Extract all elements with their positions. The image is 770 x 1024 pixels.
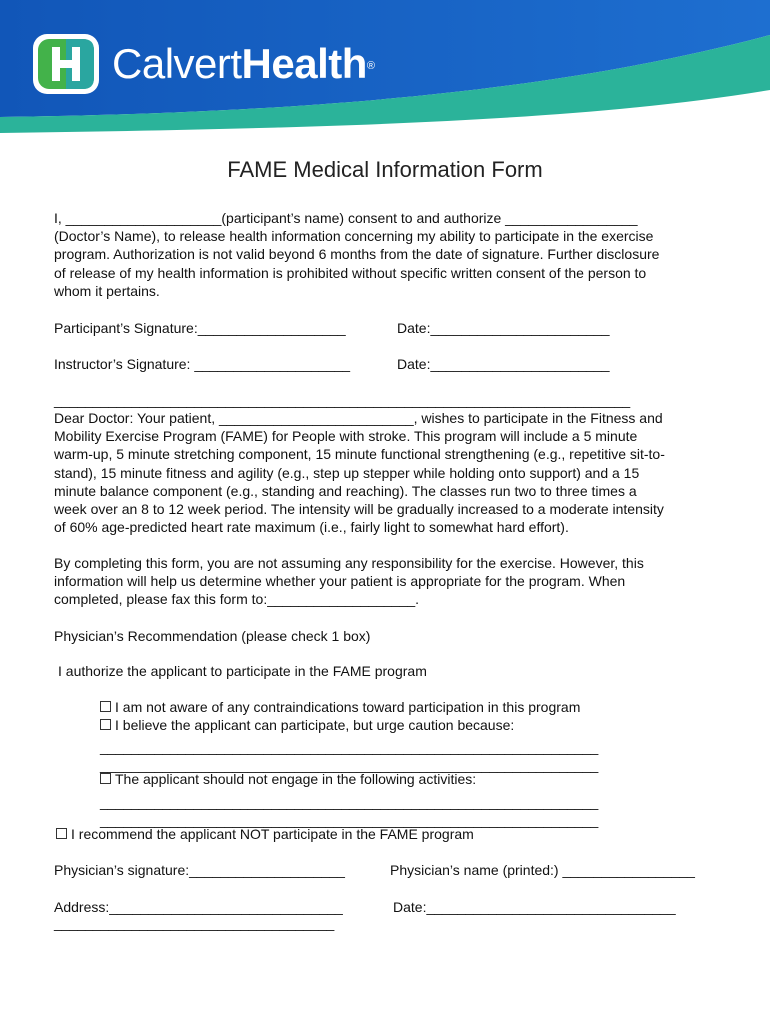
- form-title: FAME Medical Information Form: [227, 157, 543, 182]
- instructor-date-field[interactable]: Date:_______________________: [397, 356, 610, 372]
- option-no-contraindications[interactable]: [100, 698, 580, 716]
- calverthealth-logo-icon: [33, 34, 99, 94]
- instructor-signature-field[interactable]: Instructor’s Signature: ____________________: [54, 356, 351, 372]
- option-label: I am not aware of any contraindications toward participation in this program: [115, 699, 581, 715]
- consent-line: whom it pertains.: [54, 282, 160, 299]
- authorize-text: I authorize the applicant to participate in the FAME program: [58, 663, 427, 679]
- recommendation-heading: Physician’s Recommendation (please check 1 box): [54, 628, 371, 644]
- responsibility-line: By completing this form, you are not assuming any responsibility for the exercise. However, this: [54, 555, 644, 571]
- caution-reason-line[interactable]: ________________________________________________________________: [100, 739, 599, 755]
- consent-line: program. Authorization is not valid beyond 6 months from the date of signature. Further disclosure: [54, 246, 660, 263]
- option-not-participate[interactable]: [56, 825, 474, 843]
- physician-name-field[interactable]: Physician’s name (printed:) _________________: [390, 862, 695, 878]
- participant-signature-field[interactable]: Participant’s Signature:___________________: [54, 320, 346, 336]
- doctor-line: week over an 8 to 12 week period. The intensity will be gradually increased to a moderate intensity: [54, 501, 664, 518]
- checkbox-icon[interactable]: [100, 719, 111, 730]
- doctor-line: of 60% age-predicted heart rate maximum (i.e., fairly light to somewhat hard effort).: [54, 519, 569, 536]
- doctor-line: minute balance component (e.g., standing and reaching). The classes run two to three times a: [54, 482, 637, 499]
- checkbox-icon[interactable]: [100, 701, 111, 712]
- consent-line: (Doctor’s Name), to release health information concerning my ability to participate in the exercise: [54, 228, 654, 245]
- doctor-line: stand), 15 minute fitness and agility (e.g., step up stepper while holding onto support) and a 15: [54, 464, 640, 481]
- responsibility-line: completed, please fax this form to:___________________.: [54, 591, 420, 608]
- address-line-2[interactable]: ____________________________________: [54, 915, 335, 931]
- responsibility-line: information will help us determine whether your patient is appropriate for the program. When: [54, 573, 626, 590]
- header-banner: [0, 0, 770, 135]
- brand-wordmark: [112, 40, 375, 88]
- doctor-paragraph: [54, 409, 665, 536]
- option-label: I believe the applicant can participate, but urge caution because:: [115, 717, 515, 733]
- doctor-line: Dear Doctor: Your patient, _________________________, wishes to participate in the Fitness and: [54, 410, 663, 426]
- physician-signature-field[interactable]: Physician’s signature:____________________: [54, 862, 345, 878]
- caution-reason-line[interactable]: ________________________________________________________________: [100, 757, 599, 773]
- consent-paragraph: [54, 209, 659, 300]
- option-label: I recommend the applicant NOT participate in the FAME program: [71, 826, 474, 842]
- registered-mark: ®: [366, 60, 375, 72]
- participant-date-field[interactable]: Date:_______________________: [397, 320, 610, 336]
- checkbox-icon[interactable]: [100, 773, 111, 784]
- doctor-line: warm-up, 5 minute stretching component, 15 minute functional strengthening (e.g., repetitive sit-to-: [54, 446, 665, 463]
- doctor-line: Mobility Exercise Program (FAME) for People with stroke. This program will include a 5 minute: [54, 428, 638, 445]
- option-urge-caution[interactable]: [100, 716, 514, 734]
- consent-line: I, ____________________(participant’s name) consent to and authorize _________________: [54, 210, 638, 226]
- checkbox-icon[interactable]: [56, 828, 67, 839]
- restricted-activities-line[interactable]: ________________________________________________________________: [100, 794, 599, 810]
- option-no-engage[interactable]: [100, 770, 476, 788]
- responsibility-paragraph: [54, 554, 644, 609]
- consent-line: of release of my health information is prohibited without specific written consent of the person to: [54, 264, 647, 281]
- address-field[interactable]: Address:______________________________: [54, 899, 343, 915]
- brand-bold: Health: [241, 40, 367, 87]
- option-label: The applicant should not engage in the following activities:: [115, 771, 477, 787]
- separator-line: __________________________________________________________________________: [54, 392, 631, 408]
- brand-light: Calvert: [112, 40, 242, 87]
- address-date-field[interactable]: Date:________________________________: [393, 899, 676, 915]
- restricted-activities-line[interactable]: ________________________________________________________________: [100, 812, 599, 828]
